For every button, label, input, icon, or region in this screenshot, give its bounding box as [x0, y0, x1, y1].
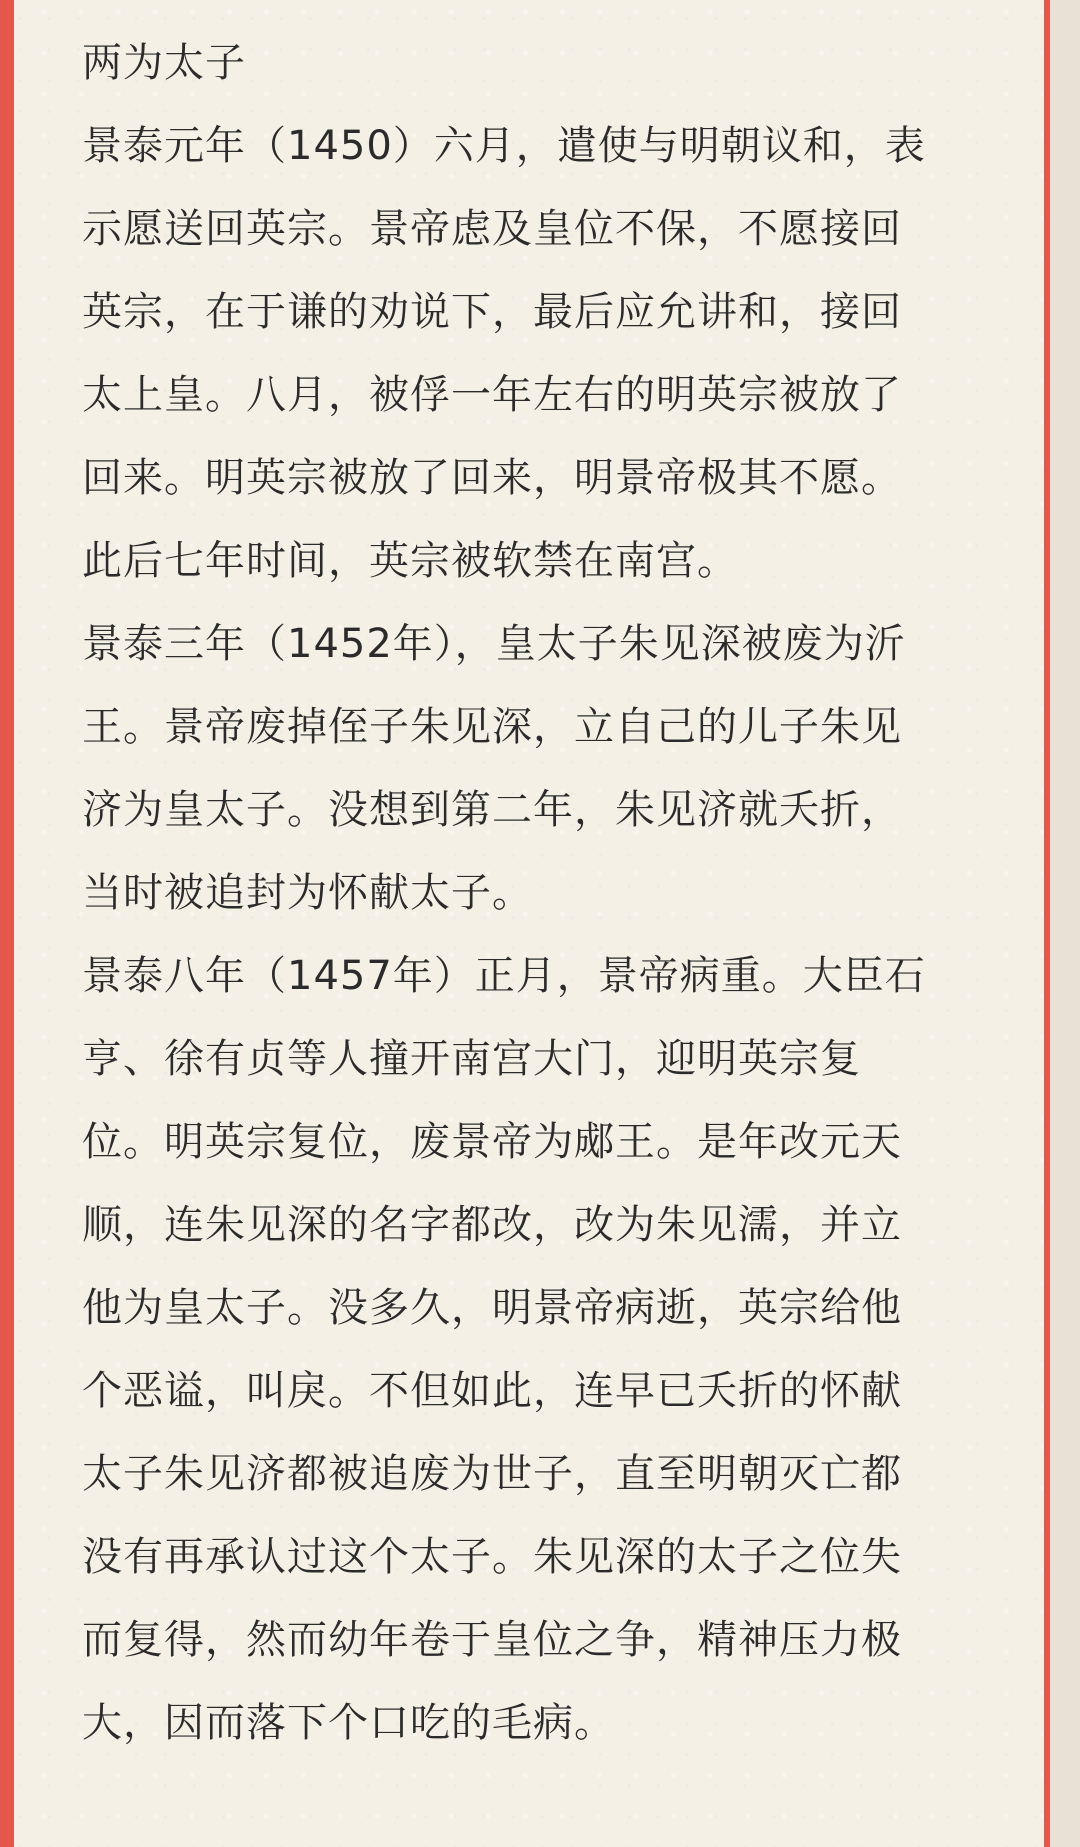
left-border-stripe [0, 0, 14, 1847]
article-body [82, 22, 1002, 1765]
right-border-stripe [1044, 0, 1080, 1847]
article-paragraph: 景泰三年（1452年），皇太子朱见深被废为沂 王。景帝废掉侄子朱见深，立自己的儿子朱见 济为皇太子。没想到第二年，朱见济就夭折， 当时被追封为怀献太子。 [82, 621, 906, 916]
article-paragraph: 景泰元年（1450）六月，遣使与明朝议和，表 示愿送回英宗。景帝虑及皇位不保，不愿接回 英宗，在于谦的劝说下，最后应允讲和，接回 太上皇。八月，被俘一年左右的明英宗被放了 回来。明英宗被放了回来，明景帝极其不愿。 此后七年时间，英宗被软禁在南宫。 [82, 123, 926, 584]
article-title: 两为太子 [82, 40, 246, 86]
article-paragraph: 景泰八年（1457年）正月，景帝病重。大臣石 亨、徐有贞等人撞开南宫大门，迎明英宗复 位。明英宗复位，废景帝为郕王。是年改元天 顺，连朱见深的名字都改，改为朱见濡，并立 他为皇太子。没多久，明景帝病逝，英宗给他 个恶谥，叫戾。不但如此，连早已夭折的怀献 太子朱见济都被追废为世子，直至明朝灭亡都 没有再承认过这个太子。朱见深的太子之位失 而复得，然而幼年卷于皇位之争，精神压力极 大，因而落下个口吃的毛病。 [82, 953, 926, 1746]
